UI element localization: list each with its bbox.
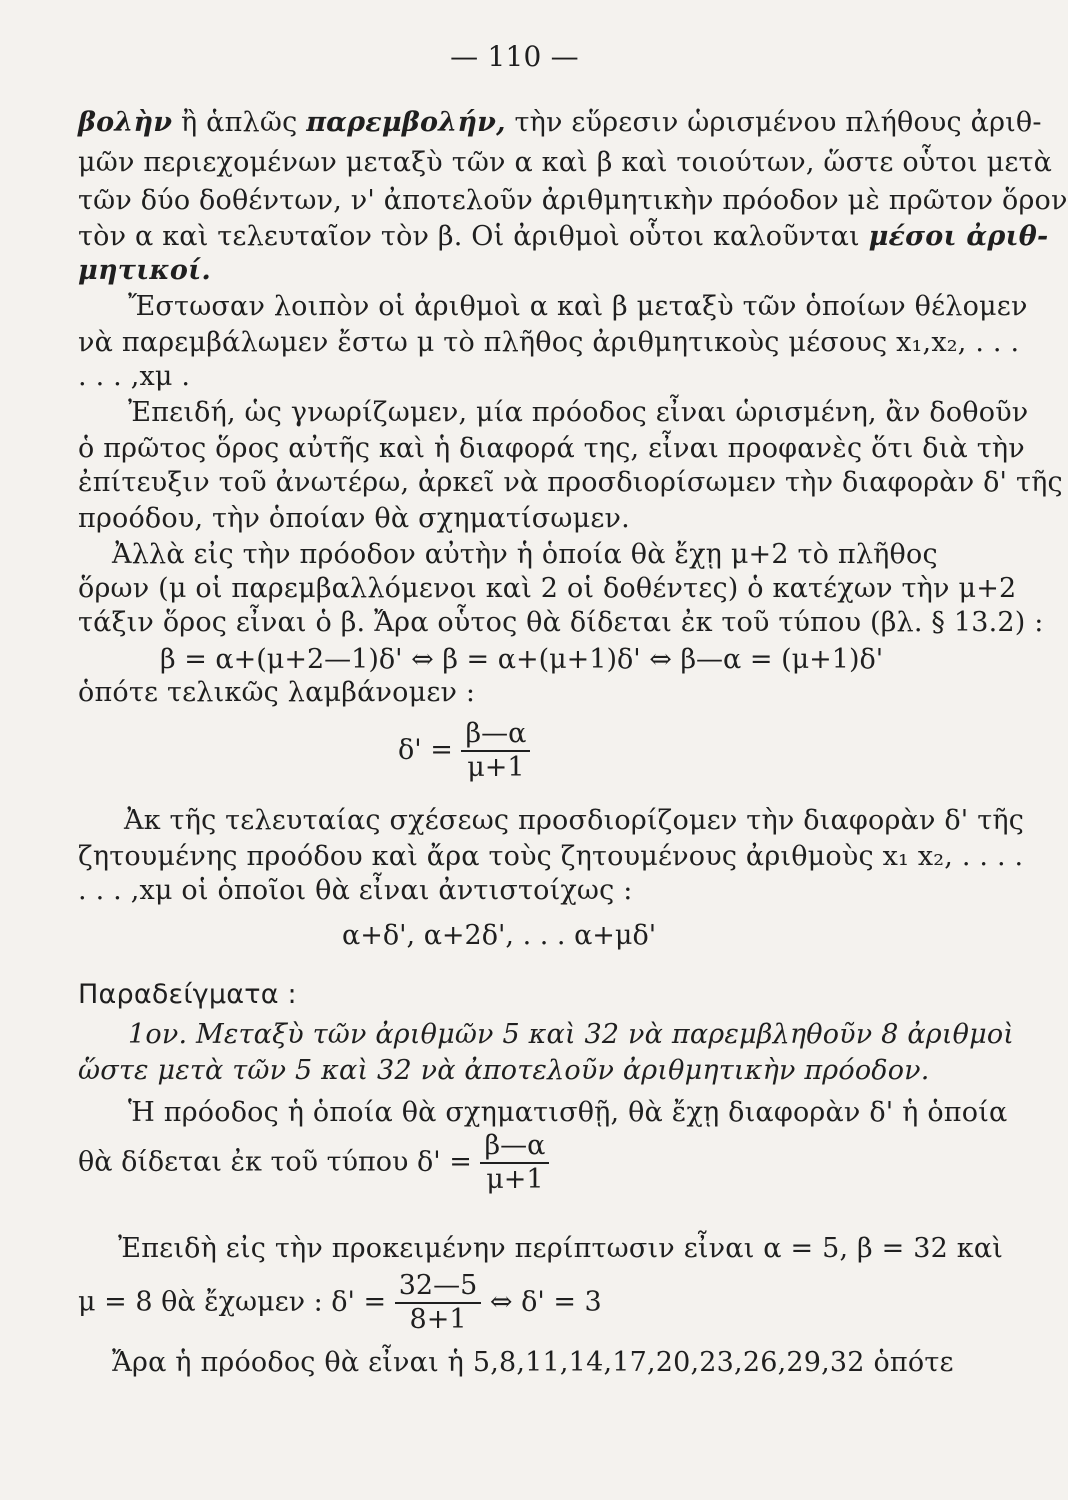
page-number: — 110 — (450, 40, 579, 73)
text-line: Ἐπειδή, ὡς γνωρίζωμεν, μία πρόοδος εἶναι ὡρισμένη, ἂν δοθοῦν (128, 397, 1029, 428)
text-line: . . . ,xμ . (78, 361, 191, 392)
text-line: ὁπότε τελικῶς λαμβάνομεν : (78, 677, 476, 708)
text-line: τῶν δύο δοθέντων, ν' ἀποτελοῦν ἀριθμητικὴν πρόοδον μὲ πρῶτον ὅρον (78, 185, 1068, 216)
equation: β = α+(μ+2—1)δ' ⇔ β = α+(μ+1)δ' ⇔ β—α = (μ+1)δ' (160, 644, 884, 675)
text-line: Ἄρα ἡ πρόοδος θὰ εἶναι ἡ 5,8,11,14,17,20,23,26,29,32 ὁπότε (112, 1347, 954, 1378)
fraction-numerator: 32—5 (395, 1270, 482, 1304)
text-span: τὸν α καὶ τελευταῖον τὸν β. Οἱ ἀριθμοὶ οὗτοι καλοῦνται (78, 221, 869, 252)
text-line: μῶν περιεχομένων μεταξὺ τῶν α καὶ β καὶ τοιούτων, ὥστε οὗτοι μετὰ (78, 147, 1053, 178)
equation-lhs: δ' = (398, 734, 453, 766)
fraction (395, 1270, 482, 1336)
text-line: Ἡ πρόοδος ἡ ὁποία θὰ σχηματισθῇ, θὰ ἔχῃ διαφορὰν δ' ἡ ὁποία (128, 1097, 1008, 1128)
equation (78, 1130, 549, 1196)
equation: α+δ', α+2δ', . . . α+μδ' (342, 920, 657, 951)
text-line: ἐπίτευξιν τοῦ ἀνωτέρω, ἀρκεῖ νὰ προσδιορίσωμεν τὴν διαφορὰν δ' τῆς (78, 467, 1063, 498)
text-span: ἢ ἁπλῶς (172, 107, 307, 138)
text-span: ⇔ δ' = 3 (489, 1286, 602, 1318)
fraction (461, 718, 530, 784)
section-heading: Παραδείγματα : (78, 979, 297, 1010)
text-line: ὥστε μετὰ τῶν 5 καὶ 32 νὰ ἀποτελοῦν ἀριθμητικὴν πρόοδον. (78, 1055, 930, 1086)
term-bold: παρεμβολήν, (306, 107, 506, 138)
fraction-numerator: β—α (461, 718, 530, 752)
text-line: Ἔστωσαν λοιπὸν οἱ ἀριθμοὶ α καὶ β μεταξὺ τῶν ὁποίων θέλομεν (128, 291, 1028, 322)
text-span: θὰ δίδεται ἐκ τοῦ τύπου δ' = (78, 1146, 472, 1178)
fraction-denominator: μ+1 (486, 1164, 544, 1195)
text-line: προόδου, τὴν ὁποίαν θὰ σχηματίσωμεν. (78, 503, 630, 534)
equation (78, 1270, 602, 1336)
text-line: . . . ,xμ οἱ ὁποῖοι θὰ εἶναι ἀντιστοίχως : (78, 875, 633, 906)
text-line: μητικοί. (78, 255, 211, 286)
fraction-denominator: μ+1 (467, 752, 525, 783)
text-line: ζητουμένης προόδου καὶ ἄρα τοὺς ζητουμένους ἀριθμοὺς x₁ x₂, . . . . (78, 841, 1024, 872)
term-bold: βολὴν (78, 107, 173, 138)
text-line (78, 106, 1042, 140)
text-line: Ἀκ τῆς τελευταίας σχέσεως προσδιορίζομεν τὴν διαφορὰν δ' τῆς (124, 805, 1025, 836)
text-line: τάξιν ὅρος εἶναι ὁ β. Ἄρα οὗτος θὰ δίδεται ἐκ τοῦ τύπου (βλ. § 13.2) : (78, 607, 1044, 638)
text-span: τὴν εὕρεσιν ὡρισμένου πλήθους ἀριθ- (505, 107, 1042, 138)
fraction-denominator: 8+1 (409, 1304, 467, 1335)
fraction (480, 1130, 549, 1196)
equation (398, 718, 530, 784)
text-line: Ἐπειδὴ εἰς τὴν προκειμένην περίπτωσιν εἶναι α = 5, β = 32 καὶ (118, 1233, 1004, 1264)
fraction-numerator: β—α (480, 1130, 549, 1164)
text-line (78, 220, 1049, 254)
text-line: ὅρων (μ οἱ παρεμβαλλόμενοι καὶ 2 οἱ δοθέντες) ὁ κατέχων τὴν μ+2 (78, 573, 1017, 604)
text-line: 1ον. Μεταξὺ τῶν ἀριθμῶν 5 καὶ 32 νὰ παρεμβληθοῦν 8 ἀριθμοὶ (128, 1019, 1015, 1050)
text-line: νὰ παρεμβάλωμεν ἔστω μ τὸ πλῆθος ἀριθμητικοὺς μέσους x₁,x₂, . . . (78, 327, 1020, 358)
text-line: Ἀλλὰ εἰς τὴν πρόοδον αὐτὴν ἡ ὁποία θὰ ἔχῃ μ+2 τὸ πλῆθος (112, 539, 938, 570)
text-line: ὁ πρῶτος ὅρος αὐτῆς καὶ ἡ διαφορά της, εἶναι προφανὲς ὅτι διὰ τὴν (78, 433, 1025, 464)
term-bold: μέσοι ἀριθ- (868, 221, 1049, 252)
text-span: μ = 8 θὰ ἔχωμεν : δ' = (78, 1286, 387, 1318)
